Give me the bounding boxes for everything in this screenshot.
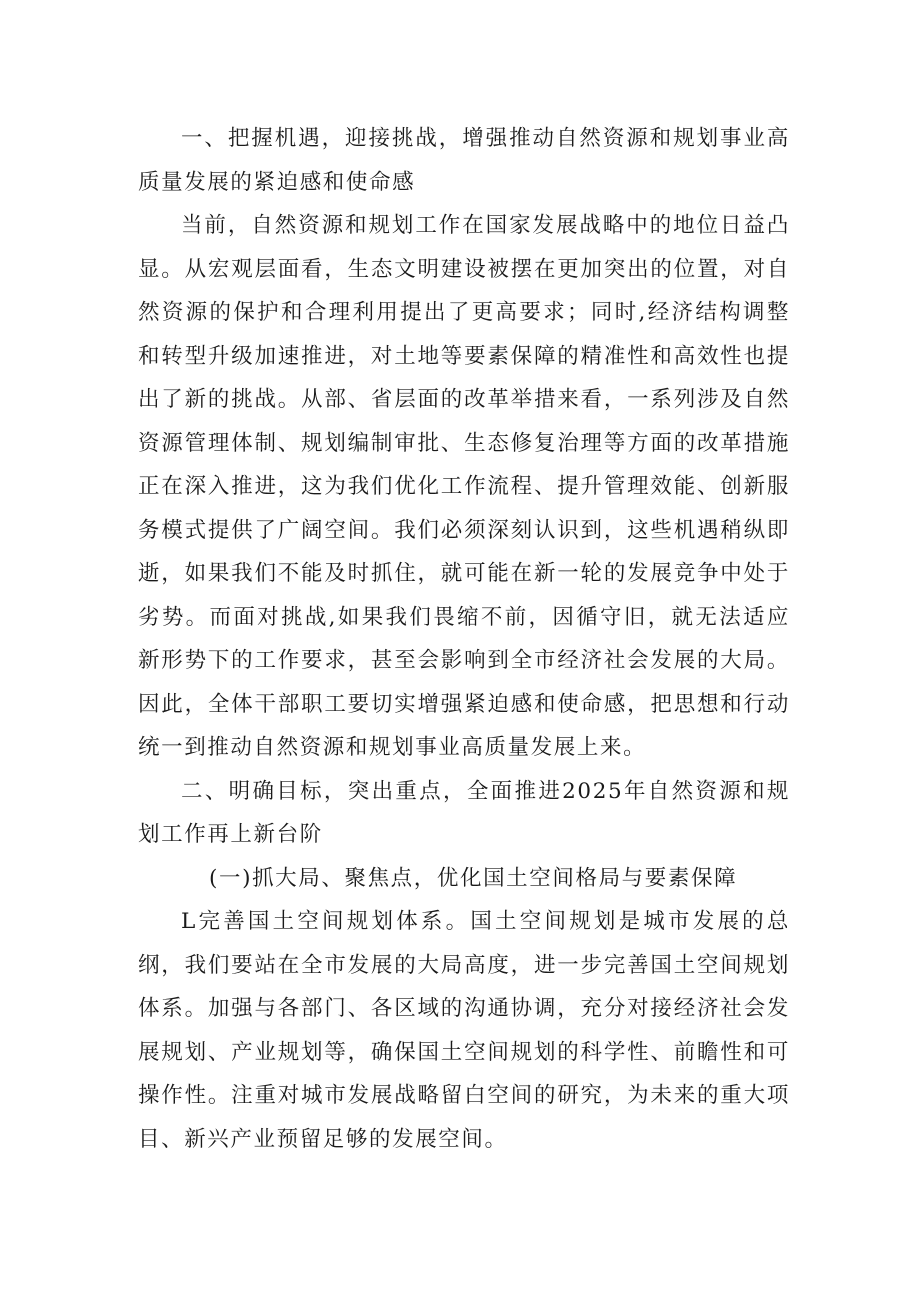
subsection-heading-1: (一)抓大局、聚焦点，优化国土空间格局与要素保障 <box>209 865 738 891</box>
section-heading-1: 一、把握机遇，迎接挑战，增强推动自然资源和规划事业高质量发展的紧迫感和使命感 <box>138 126 790 195</box>
document-body <box>138 117 790 1161</box>
body-paragraph-2: L完善国土空间规划体系。国土空间规划是城市发展的总纲，我们要站在全市发展的大局高度，进一步完善国土空间规划体系。加强与各部门、各区域的沟通协调，充分对接经济社会发展规划、产业规划等，确保国土空间规划的科学性、前瞻性和可操作性。注重对城市发展战略留白空间的研究，为未来的重大项目、新兴产业预留足够的发展空间。 <box>138 909 790 1152</box>
section-heading-2: 二、明确目标，突出重点，全面推进2025年自然资源和规划工作再上新台阶 <box>138 778 790 847</box>
body-paragraph-1: 当前，自然资源和规划工作在国家发展战略中的地位日益凸显。从宏观层面看，生态文明建设被摆在更加突出的位置，对自然资源的保护和合理利用提出了更高要求；同时,经济结构调整和转型升级加速推进，对土地等要素保障的精准性和高效性也提出了新的挑战。从部、省层面的改革举措来看，一系列涉及自然资源管理体制、规划编制审批、生态修复治理等方面的改革措施正在深入推进，这为我们优化工作流程、提升管理效能、创新服务模式提供了广阔空间。我们必须深刻认识到，这些机遇稍纵即逝，如果我们不能及时抓住，就可能在新一轮的发展竞争中处于劣势。而面对挑战,如果我们畏缩不前，因循守旧，就无法适应新形势下的工作要求，甚至会影响到全市经济社会发展的大局。因此，全体干部职工要切实增强紧迫感和使命感，把思想和行动统一到推动自然资源和规划事业高质量发展上来。 <box>138 213 790 760</box>
